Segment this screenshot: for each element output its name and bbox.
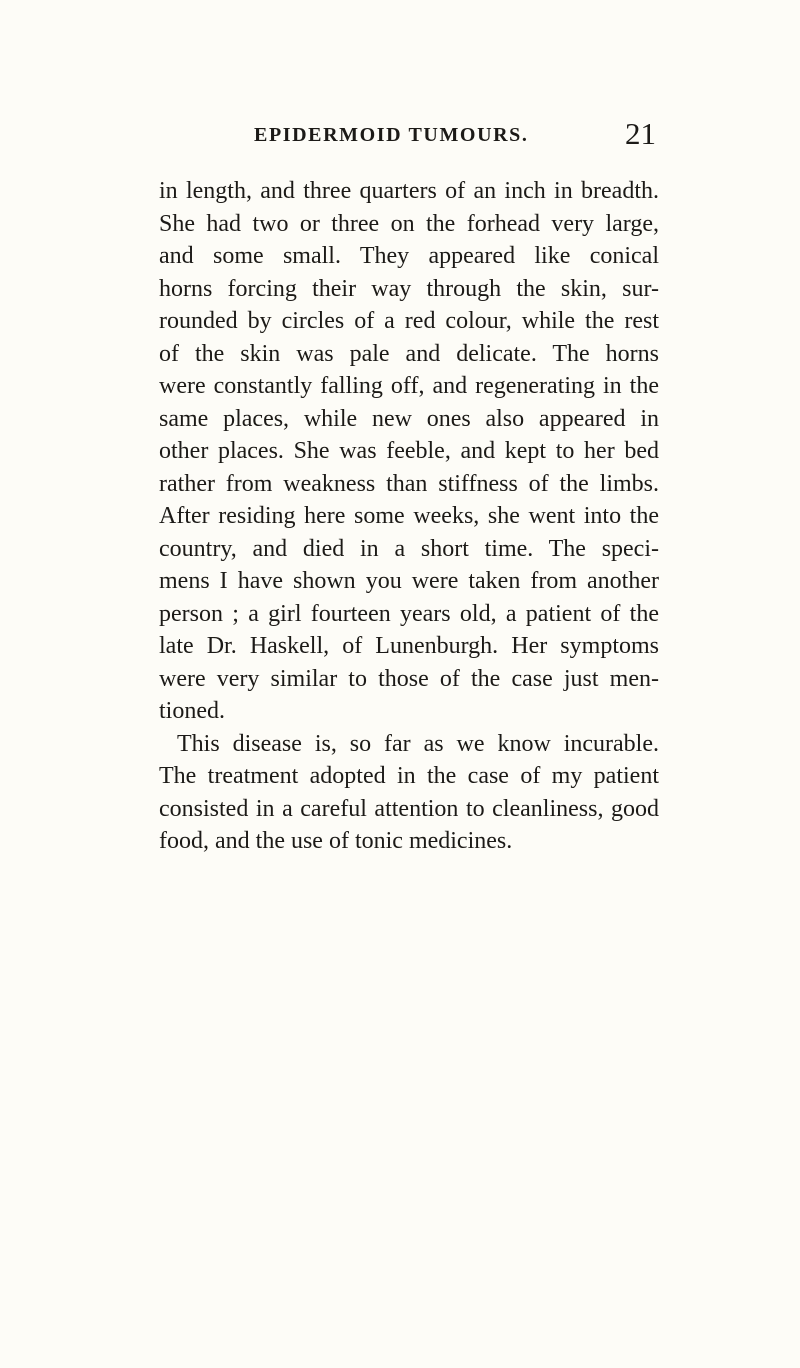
text-line: mens I have shown you were taken from another — [159, 568, 659, 594]
text-line: After residing here some weeks, she went into the — [159, 503, 659, 529]
text-line: of the skin was pale and delicate. The horns — [159, 340, 659, 367]
text-line: country, and died in a short time. The speci- — [159, 535, 659, 562]
text-line: in length, and three quarters of an inch in breadth. — [159, 178, 659, 204]
text-line: consisted in a careful attention to cleanliness, good — [159, 795, 659, 822]
text-line: were very similar to those of the case just men- — [159, 665, 659, 692]
text-line: were constantly falling off, and regenerating in the — [159, 373, 659, 399]
text-line: tioned. — [159, 698, 225, 724]
text-line: This disease is, so far as we know incurable. — [177, 730, 659, 757]
text-line: late Dr. Haskell, of Lunenburgh. Her symptoms — [159, 633, 659, 659]
running-title: EPIDERMOID TUMOURS. — [254, 124, 529, 146]
text-line: The treatment adopted in the case of my patient — [159, 763, 659, 789]
text-line: rather from weakness than stiffness of the limbs. — [159, 470, 659, 497]
page-number: 21 — [625, 116, 656, 151]
text-line: She had two or three on the forhead very large, — [159, 210, 659, 237]
body-text — [159, 175, 659, 858]
text-line: food, and the use of tonic medicines. — [159, 828, 513, 854]
text-line: and some small. They appeared like conical — [159, 243, 659, 269]
text-line: horns forcing their way through the skin, sur- — [159, 275, 659, 302]
text-line: same places, while new ones also appeared in — [159, 405, 659, 432]
running-head — [170, 118, 660, 158]
text-line: other places. She was feeble, and kept to her bed — [159, 438, 659, 464]
text-line: person ; a girl fourteen years old, a patient of the — [159, 600, 659, 627]
text-line: rounded by circles of a red colour, while the rest — [159, 308, 659, 334]
